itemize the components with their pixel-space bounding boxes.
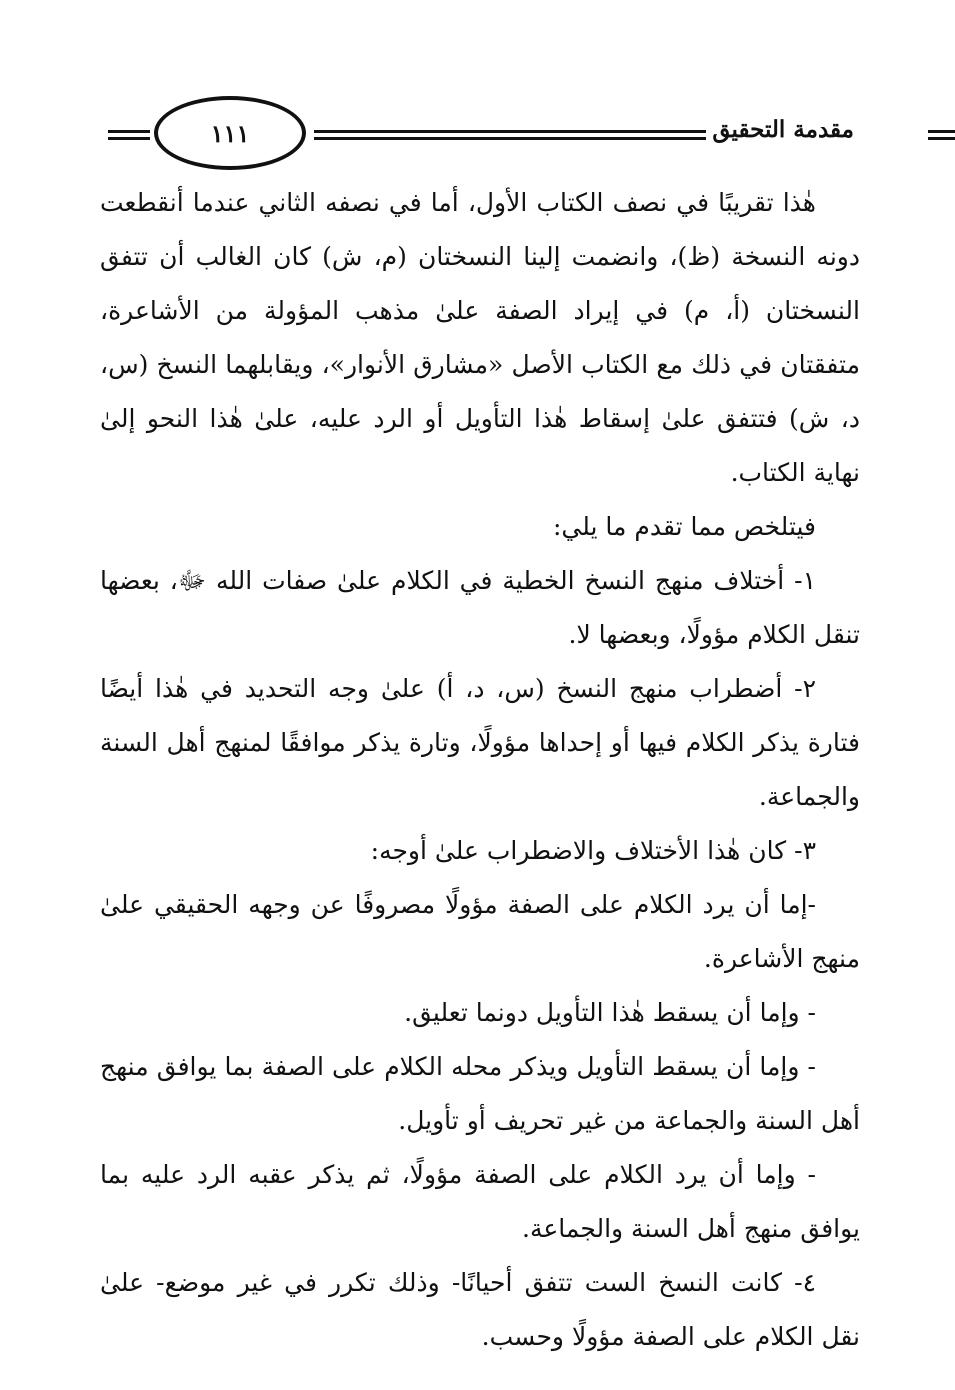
sub-list-item: - وإما أن يرد الكلام على الصفة مؤولًا، ثم يذكر عقبه الرد عليه بما يوافق منهج أهل السنة والجماعة. xyxy=(100,1160,860,1243)
body-paragraph: فيتلخص مما تقدم ما يلي: xyxy=(552,512,816,541)
body-paragraph: هٰذا تقريبًا في نصف الكتاب الأول، أما في نصفه الثاني عندما أنقطعت دونه النسخة (ظ)، وانضمت إلينا النسختان (م، ش) كان الغالب أن تتفق النسختان (أ، م) في إيراد الصفة علىٰ مذهب المؤولة من الأشاعرة، متفقتان في ذلك مع الكتاب الأصل «مشارق الأنوار»، ويقابلهما النسخ (س، د، ش) فتتفق علىٰ إسقاط هٰذا التأويل أو الرد عليه، علىٰ هٰذا النحو إلىٰ نهاية الكتاب. xyxy=(100,188,860,487)
page-header xyxy=(100,90,860,180)
page-number: ١١١ xyxy=(210,118,250,148)
sub-list-item: - وإما أن يسقط هٰذا التأويل دونما تعليق. xyxy=(404,998,816,1027)
header-rule xyxy=(108,137,150,140)
header-rule xyxy=(928,130,955,133)
header-rule xyxy=(314,130,768,133)
header-rule xyxy=(928,137,955,140)
header-rule xyxy=(108,130,150,133)
list-item: ٣- كان هٰذا الأختلاف والاضطراب علىٰ أوجه: xyxy=(370,836,816,865)
page-body xyxy=(100,176,860,1364)
list-item: ١- أختلاف منهج النسخ الخطية في الكلام علىٰ صفات الله ﷻ، بعضها تنقل الكلام مؤولًا، وبعضها لا. xyxy=(100,566,860,649)
list-item: ٤- كانت النسخ الست تتفق أحيانًا- وذلك تكرر في غير موضع- علىٰ نقل الكلام على الصفة مؤولًا وحسب. xyxy=(100,1268,860,1351)
list-item: ٢- أضطراب منهج النسخ (س، د، أ) علىٰ وجه التحديد في هٰذا أيضًا فتارة يذكر الكلام فيها أو إحداها مؤولًا، وتارة يذكر موافقًا لمنهج أهل السنة والجماعة. xyxy=(100,674,860,811)
sub-list-item: - وإما أن يسقط التأويل ويذكر محله الكلام على الصفة بما يوافق منهج أهل السنة والجماعة من غير تحريف أو تأويل. xyxy=(100,1052,860,1135)
running-title: مقدمة التحقيق xyxy=(706,116,860,143)
sub-list-item: -إما أن يرد الكلام على الصفة مؤولًا مصروفًا عن وجهه الحقيقي علىٰ منهج الأشاعرة. xyxy=(100,890,860,973)
page-number-frame xyxy=(154,96,306,170)
header-rule xyxy=(314,137,768,140)
